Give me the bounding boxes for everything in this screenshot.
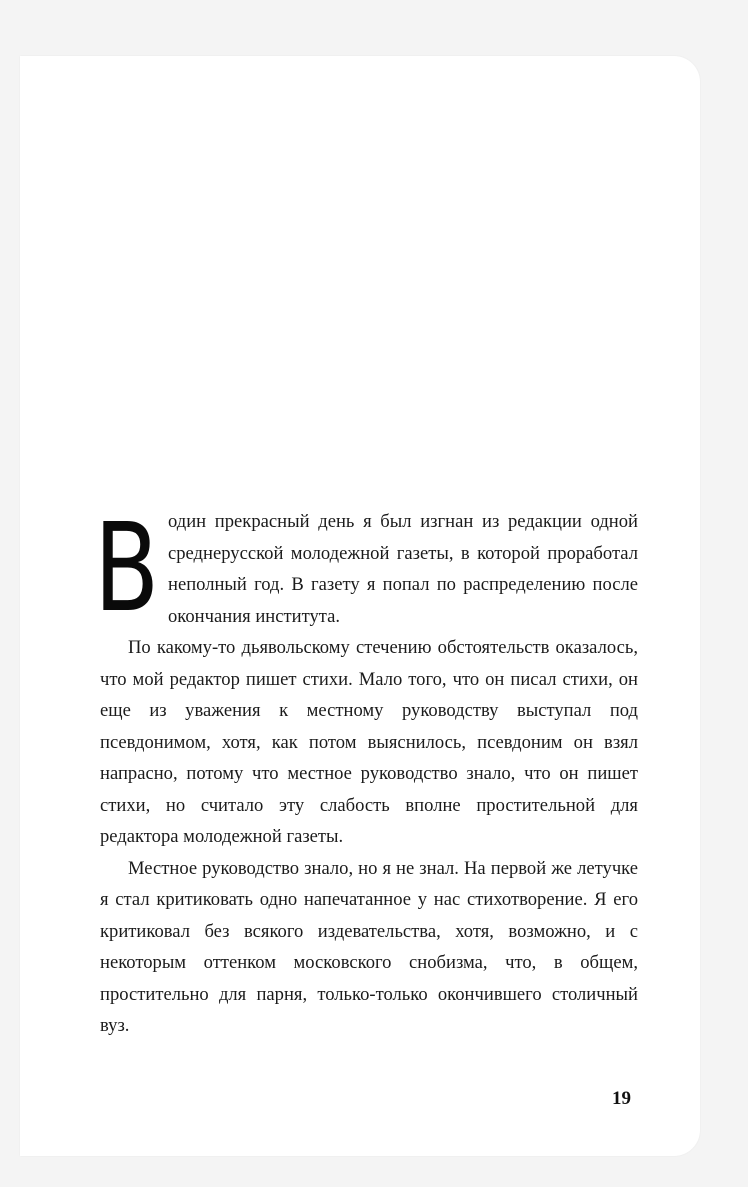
book-page [20,56,700,1156]
paragraph-3: Местное руководство знало, но я не знал. На первой же летучке я стал критиковать одно напечатанное у нас стихотворение. Я его критиковал без всякого издевательства, хотя, возможно, и с некоторым оттенком московского снобизма, что, в общем, простительно для парня, только-только окончившего столичный вуз. [100,857,638,1036]
drop-cap: В [94,497,160,639]
paragraph-1-text: один прекрасный день я был изгнан из редакции одной среднерусской молодежной газеты, в которой проработал неполный год. В газету я попал по распределению после окончания института. [168,511,638,627]
paragraph-1 [94,497,638,639]
chapter-text [94,497,638,1042]
page-number: 19 [612,1088,631,1109]
paragraph-2: По какому-то дьявольскому стечению обстоятельств оказалось, что мой редактор пишет стихи. Мало того, что он писал стихи, он еще из уважения к местному руководству выступал под псевдонимом, хотя, как потом выяснилось, псевдоним он взял напрасно, потому что местное руководство знало, что он пишет стихи, но считало эту слабость вполне простительной для редактора молодежной газеты. [100,637,638,847]
